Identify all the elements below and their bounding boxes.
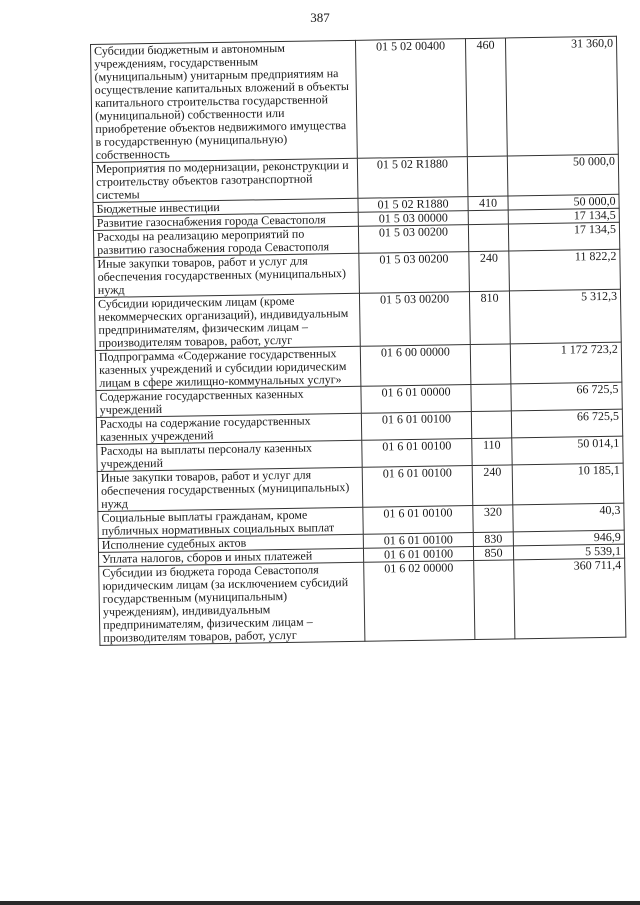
row-expense-type: 410 [468,196,508,211]
table-row [99,558,626,645]
row-name: Расходы на реализацию мероприятий по развитию газоснабжения города Севастополя [93,226,358,257]
row-expense-type: 830 [473,532,513,547]
table-row [94,289,621,350]
row-name: Подпрограмма «Содержание государственных казенных учреждений и субсидии юридическим лицам в сфере жилищно-коммунальных услуг» [95,346,361,390]
page-number: 387 [310,10,330,25]
row-expense-type: 240 [469,251,510,292]
row-amount: 66 725,5 [511,409,622,438]
row-name: Иные закупки товаров, работ и услуг для обеспечения государственных (муниципальных) нужд [94,253,360,297]
row-amount: 1 172 723,2 [510,342,622,384]
row-name: Расходы на выплаты персоналу казенных учреждений [97,440,362,471]
row-amount: 11 822,2 [509,249,621,291]
row-expense-type: 320 [473,505,513,533]
row-name: Субсидии из бюджета города Севастополя юридическим лицам (за исключением субсидий государственным (муниципальным) учреждениям), индивидуальным предпринимателям, физическим лицам – производителям товаров, работ, услуг [99,562,365,645]
row-code: 01 6 01 00100 [363,533,473,549]
scan-edge [0,901,640,905]
row-amount: 360 711,4 [514,558,626,639]
row-name: Социальные выплаты гражданам, кроме публичных нормативных социальных выплат [98,507,363,538]
row-code: 01 6 01 00100 [362,439,472,468]
row-code: 01 6 00 00000 [360,345,471,387]
row-name: Уплата налогов, сборов и иных платежей [98,548,363,566]
row-code: 01 6 01 00100 [363,506,473,535]
row-amount: 10 185,1 [512,463,624,505]
row-amount: 50 000,0 [508,194,619,210]
row-expense-type: 850 [473,546,513,561]
budget-table-body [91,36,626,645]
row-amount: 66 725,5 [511,382,622,411]
row-amount: 40,3 [513,503,624,532]
row-name: Субсидии юридическим лицам (кроме некоммерческих организаций), индивидуальным предпринимателям, физическим лицам – производителям товаров, работ, услуг [94,293,360,350]
row-amount: 5 539,1 [513,544,624,560]
row-name: Мероприятия по модернизации, реконструкции и строительству объектов газотранспортной системы [92,158,358,202]
row-name: Бюджетные инвестиции [93,198,358,216]
row-name: Развитие газоснабжения города Севастополя [93,212,358,230]
row-name: Исполнение судебных актов [98,534,363,552]
row-name: Расходы на содержание государственных казенных учреждений [96,413,361,444]
row-amount: 50 000,0 [507,154,619,196]
row-expense-type: 110 [472,438,512,466]
row-expense-type [474,560,515,640]
row-expense-type: 460 [465,38,507,157]
budget-table [90,36,626,646]
row-code: 01 5 02 R1880 [357,157,468,199]
row-code: 01 6 01 00000 [361,385,471,414]
row-expense-type [467,156,508,197]
row-amount: 5 312,3 [509,289,621,344]
row-expense-type [468,224,508,252]
row-code: 01 5 03 00200 [359,252,470,294]
row-code: 01 6 01 00100 [362,466,473,508]
row-amount: 31 360,0 [505,36,618,156]
row-expense-type [471,384,511,412]
row-code: 01 5 03 00200 [359,292,470,347]
row-code: 01 6 01 00100 [363,547,473,563]
row-amount: 50 014,1 [512,436,623,465]
row-code: 01 6 02 00000 [364,561,475,642]
row-code: 01 5 02 00400 [355,39,467,159]
row-code: 01 6 01 00100 [361,412,471,441]
row-expense-type: 240 [472,465,513,506]
row-code: 01 5 02 R1880 [358,197,468,213]
row-name: Содержание государственных казенных учреждений [96,386,361,417]
row-expense-type [468,210,508,225]
row-expense-type [471,411,511,439]
table-row [91,36,619,162]
row-amount: 946,9 [513,530,624,546]
row-name: Субсидии бюджетным и автономным учреждениям, государственным (муниципальным) унитарным предприятиям на осуществление капитальных вложений в объекты капитального строительства государственной (муниципальной) собственности или приобретение объектов недвижимого имущества в государственную (муниципальную) собственность [91,40,358,162]
row-expense-type: 810 [469,291,510,345]
row-expense-type [470,344,511,385]
row-amount: 17 134,5 [508,222,619,251]
row-amount: 17 134,5 [508,208,619,224]
row-code: 01 5 03 00000 [358,211,468,227]
row-name: Иные закупки товаров, работ и услуг для обеспечения государственных (муниципальных) нужд [97,467,363,511]
row-code: 01 5 03 00200 [358,225,468,254]
